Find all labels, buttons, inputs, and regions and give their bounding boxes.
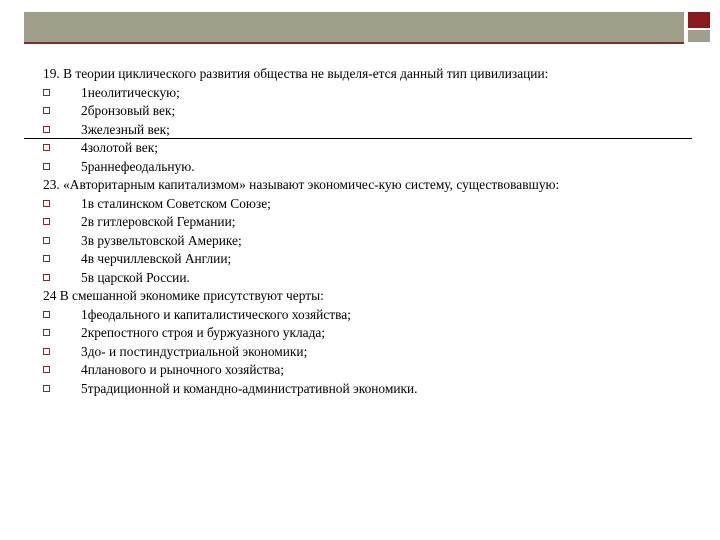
option-text: 3железный век; xyxy=(81,121,170,137)
q24-option-5 xyxy=(43,380,703,399)
option-text: 4планового и рыночного хозяйства; xyxy=(81,362,285,377)
square-bullet-icon xyxy=(43,366,50,373)
square-bullet-icon xyxy=(43,385,50,392)
option-text: 2бронзовый век; xyxy=(81,103,176,118)
q23-option-5 xyxy=(43,269,703,288)
question-19-text: 19. В теории циклического развития общества не выделя-ется данный тип цивилизации: xyxy=(43,66,549,81)
question-23 xyxy=(43,176,703,195)
q19-option-5 xyxy=(43,158,703,177)
square-bullet-icon xyxy=(43,348,50,355)
square-bullet-icon xyxy=(43,126,50,133)
option-text: 3в рузвельтовской Америке; xyxy=(81,232,242,248)
q23-option-1 xyxy=(43,195,703,214)
q19-option-3 xyxy=(43,121,703,140)
option-text: 4в черчиллевской Англии; xyxy=(81,251,232,266)
q19-option-4 xyxy=(43,139,703,158)
option-text: 5в царской России. xyxy=(81,269,190,285)
title-bar-underline xyxy=(24,42,684,44)
square-bullet-icon xyxy=(43,255,50,262)
option-text: 5раннефеодальную. xyxy=(81,158,195,174)
square-bullet-icon xyxy=(43,311,50,318)
option-text: 1в сталинском Советском Союзе; xyxy=(81,195,271,211)
square-bullet-icon xyxy=(43,144,50,151)
q24-option-2 xyxy=(43,324,703,343)
accent-block-top xyxy=(688,12,710,28)
question-24 xyxy=(43,287,703,306)
q24-option-3 xyxy=(43,343,703,362)
q24-option-1 xyxy=(43,306,703,325)
option-text: 5традиционной и командно-административной экономики. xyxy=(81,380,418,396)
square-bullet-icon xyxy=(43,218,50,225)
option-text: 1неолитическую; xyxy=(81,84,180,100)
option-text: 4золотой век; xyxy=(81,140,158,155)
title-bar xyxy=(24,12,684,42)
question-23-text: 23. «Авторитарным капитализмом» называют экономичес-кую систему, существовавшую: xyxy=(43,177,560,192)
option-text: 1феодального и капиталистического хозяйства; xyxy=(81,306,351,322)
square-bullet-icon xyxy=(43,107,50,114)
q24-option-4 xyxy=(43,361,703,380)
q23-option-3 xyxy=(43,232,703,251)
square-bullet-icon xyxy=(43,329,50,336)
option-text: 2крепостного строя и буржуазного уклада; xyxy=(81,325,326,340)
q19-option-2 xyxy=(43,102,703,121)
option-text: 2в гитлеровской Германии; xyxy=(81,214,236,229)
slide-content xyxy=(43,65,703,398)
question-19 xyxy=(43,65,703,84)
square-bullet-icon xyxy=(43,200,50,207)
accent-block-bottom xyxy=(688,30,710,42)
square-bullet-icon xyxy=(43,274,50,281)
square-bullet-icon xyxy=(43,89,50,96)
question-24-text: 24 В смешанной экономике присутствуют черты: xyxy=(43,288,324,303)
square-bullet-icon xyxy=(43,163,50,170)
q23-option-4 xyxy=(43,250,703,269)
q23-option-2 xyxy=(43,213,703,232)
square-bullet-icon xyxy=(43,237,50,244)
q19-option-1 xyxy=(43,84,703,103)
option-text: 3до- и постиндустриальной экономики; xyxy=(81,343,308,359)
